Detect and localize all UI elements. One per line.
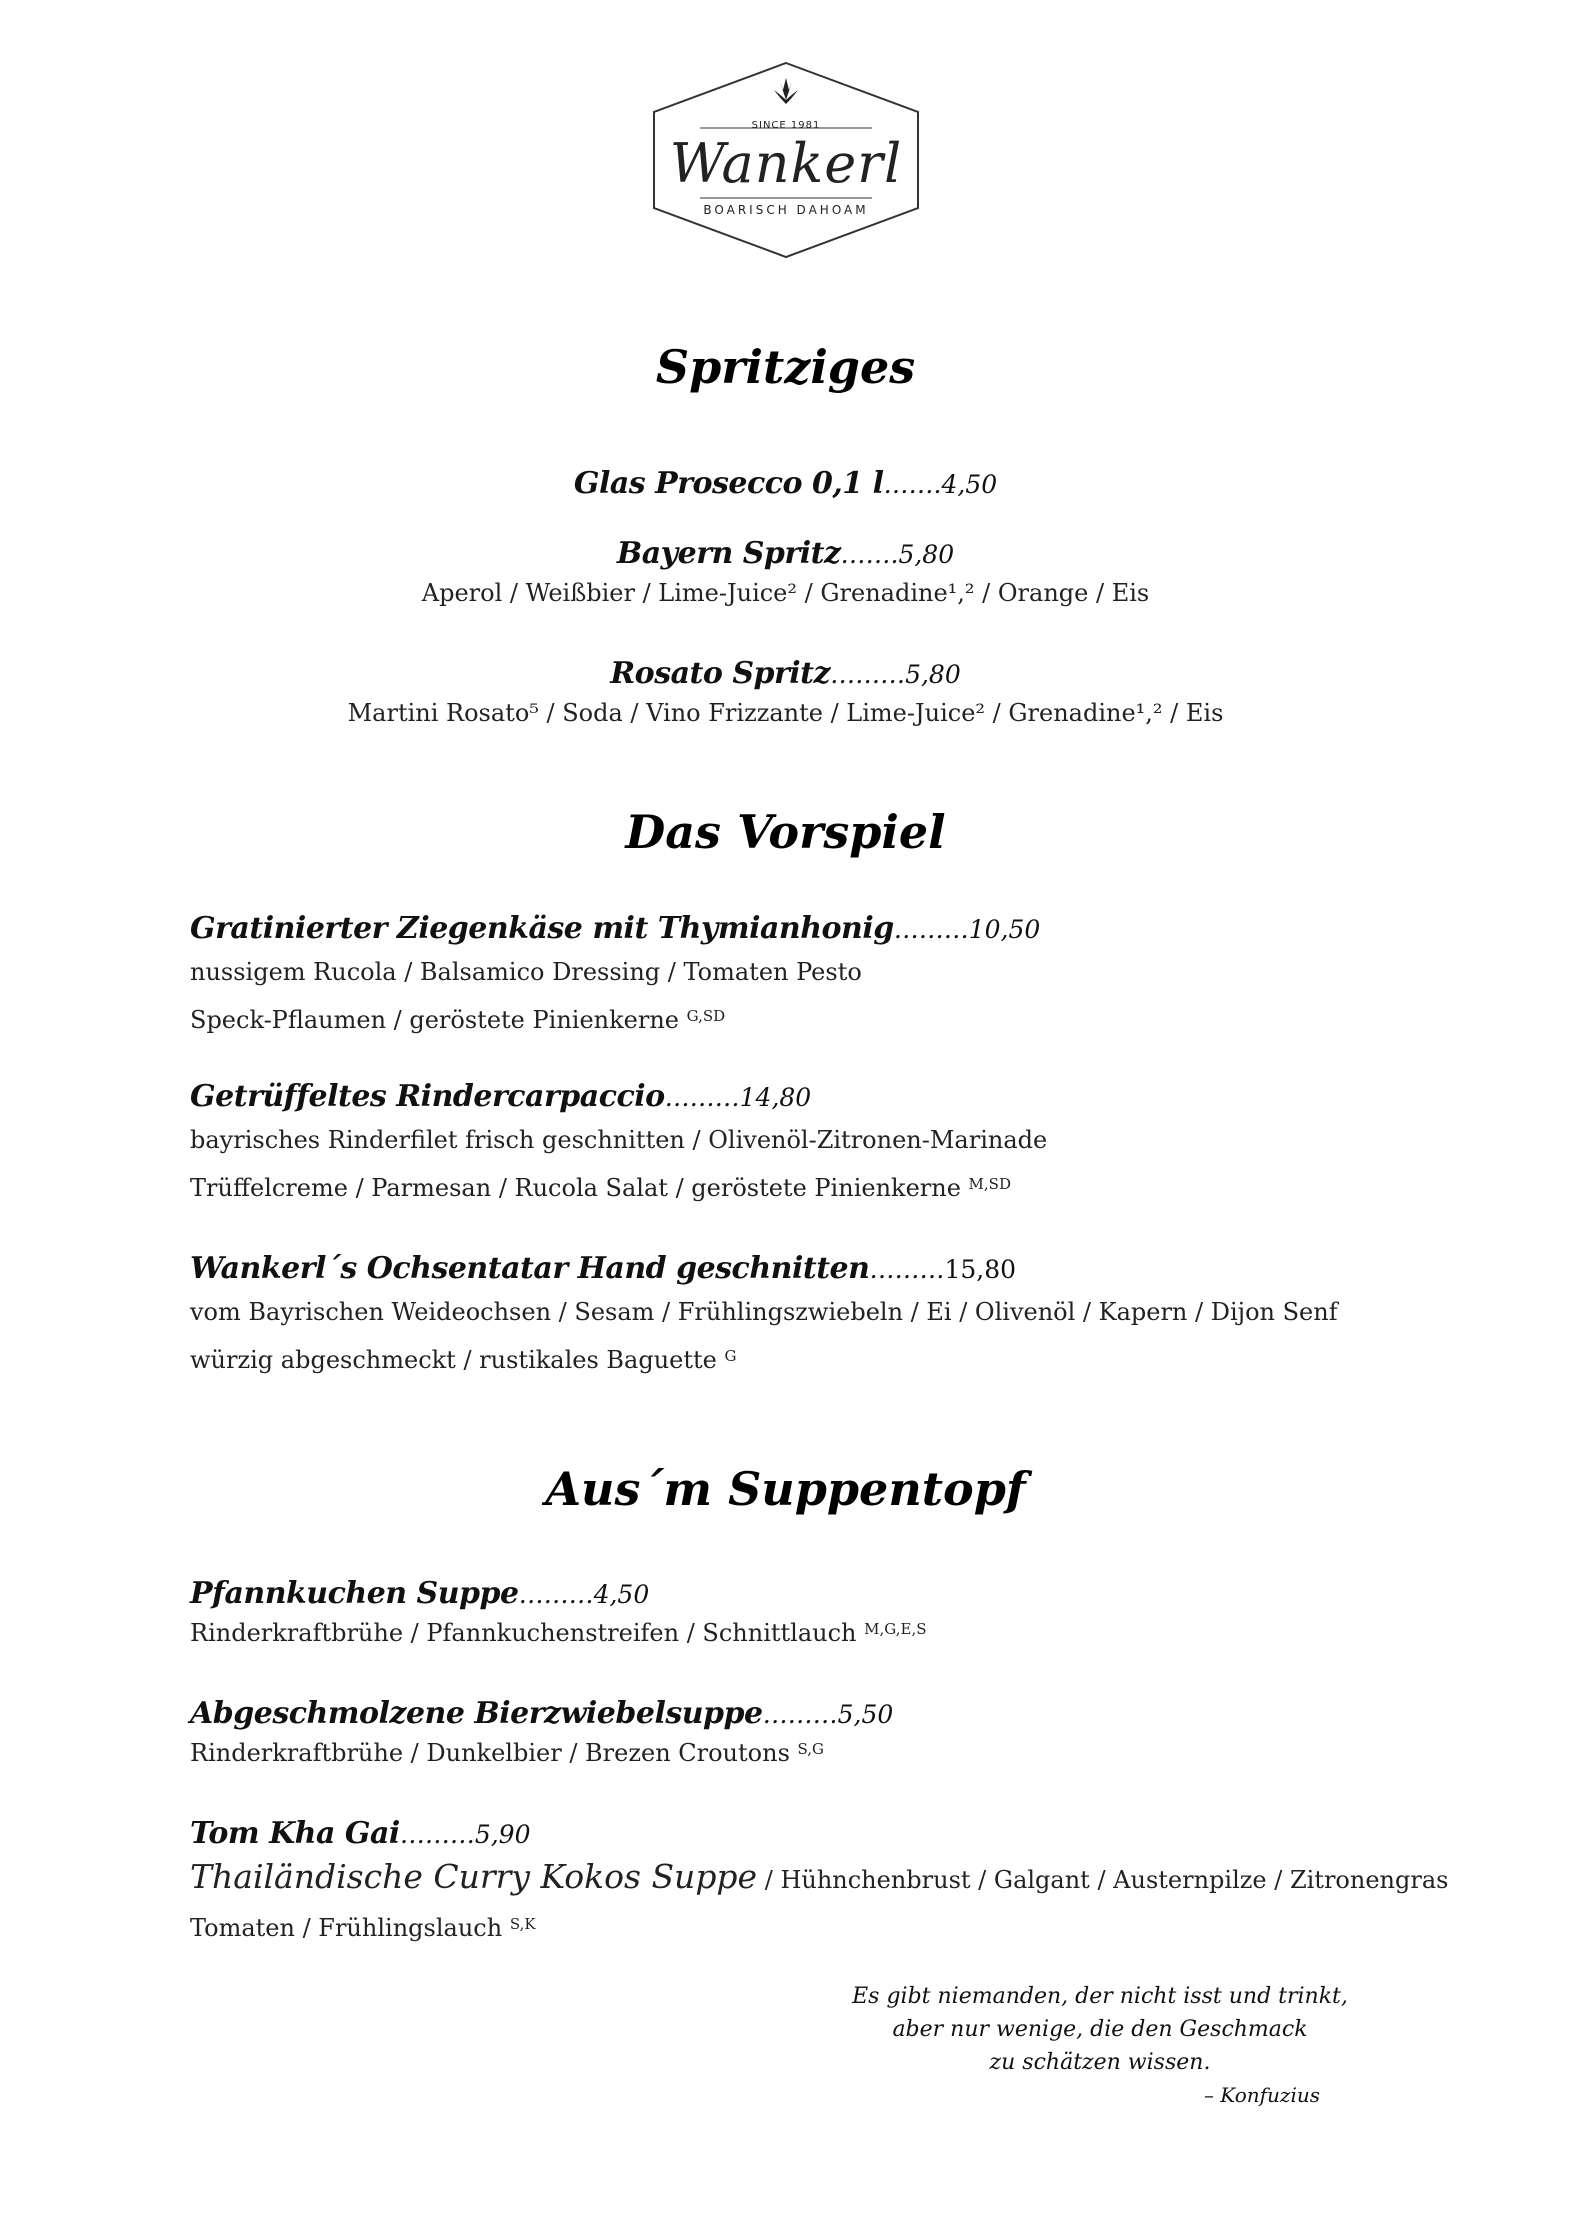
item-description: Thailändische Curry Kokos Suppe / Hühnchenbrust / Galgant / Austernpilze / Zitronengras — [190, 1857, 1449, 1896]
logo-name: Wankerl — [669, 132, 903, 195]
item-description: würzig abgeschmeckt / rustikales Baguette $^G$ — [190, 1346, 737, 1374]
quote-line: zu schätzen wissen. — [989, 2050, 1211, 2075]
item-dots: ……… — [399, 1820, 475, 1849]
quote-author: – Konfuzius — [1203, 2083, 1320, 2107]
item-name: Tom Kha Gai — [190, 1816, 400, 1851]
item-description: vom Bayrischen Weideochsen / Sesam / Frühlingszwiebeln / Ei / Olivenöl / Kapern / Dijon Senf — [190, 1298, 1338, 1326]
item-name: Bayern Spritz — [616, 536, 841, 571]
item-description-highlight: Thailändische Curry Kokos Suppe — [190, 1857, 758, 1896]
item-dots: ……. — [840, 540, 899, 569]
allergen-codes: M,G,E,S — [864, 1620, 927, 1638]
item-dots: ……… — [664, 1083, 740, 1112]
item-price: 5,80 — [905, 660, 961, 689]
item-description: Speck-Pflaumen / geröstete Pinienkerne $^{G,SD}$ — [190, 1006, 726, 1034]
item-price: 4,50 — [593, 1580, 650, 1609]
item-description: nussigem Rucola / Balsamico Dressing / Tomaten Pesto — [190, 958, 862, 986]
allergen-codes: S,G — [797, 1740, 825, 1758]
allergen-codes: M,SD — [968, 1175, 1011, 1193]
quote — [820, 1980, 1380, 2112]
item-dots: ……… — [762, 1700, 838, 1729]
item-description: bayrisches Rinderfilet frisch geschnitten / Olivenöl-Zitronen-Marinade — [190, 1126, 1048, 1154]
menu-item — [190, 910, 1440, 1044]
item-name: Pfannkuchen Suppe — [190, 1576, 519, 1611]
item-name: Glas Prosecco 0,1 l — [573, 466, 884, 501]
section-title-spritziges: Spritziges — [655, 340, 916, 394]
menu-item — [0, 465, 1571, 503]
item-dots: ……… — [518, 1580, 594, 1609]
bird-icon — [774, 78, 798, 104]
item-description: Trüffelcreme / Parmesan / Rucola Salat / geröstete Pinienkerne $^{M,SD}$ — [190, 1174, 1011, 1202]
item-price: 5,90 — [474, 1820, 531, 1849]
logo — [650, 60, 922, 260]
item-price: 15,80 — [944, 1255, 1017, 1284]
item-dots: ……… — [893, 915, 969, 944]
item-price: 14,80 — [739, 1083, 812, 1112]
item-description: Tomaten / Frühlingslauch $^{S,K}$ — [190, 1914, 536, 1942]
menu-item — [190, 1250, 1440, 1384]
item-name: Abgeschmolzene Bierzwiebelsuppe — [190, 1696, 763, 1731]
menu-item — [0, 655, 1571, 733]
menu-item — [190, 1815, 1449, 1952]
item-name: Wankerl´s Ochsentatar Hand geschnitten — [190, 1251, 870, 1286]
quote-line: Es gibt niemanden, der nicht isst und trinkt, — [852, 1984, 1348, 2009]
allergen-codes: S,K — [509, 1915, 536, 1933]
quote-line: aber nur wenige, die den Geschmack — [892, 2017, 1308, 2042]
item-price: 5,50 — [837, 1700, 894, 1729]
menu-item — [190, 1575, 1440, 1653]
item-price: 4,50 — [941, 470, 998, 499]
menu-item — [0, 535, 1571, 613]
allergen-codes: G — [724, 1347, 737, 1365]
item-name: Getrüffeltes Rindercarpaccio — [190, 1079, 665, 1114]
item-price: 5,80 — [898, 540, 955, 569]
allergen-codes: G,SD — [686, 1007, 726, 1025]
item-description: Rinderkraftbrühe / Pfannkuchenstreifen / Schnittlauch $^{M,G,E,S}$ — [190, 1619, 927, 1647]
logo-tagline: BOARISCH DAHOAM — [703, 203, 869, 217]
item-dots: ……… — [830, 660, 906, 689]
item-description: Aperol / Weißbier / Lime-Juice² / Grenadine¹,² / Orange / Eis — [421, 579, 1150, 607]
menu-item — [190, 1078, 1440, 1212]
item-dots: ……… — [869, 1255, 945, 1284]
item-name: Rosato Spritz — [610, 656, 831, 691]
menu-item — [190, 1695, 1440, 1773]
item-description: Rinderkraftbrühe / Dunkelbier / Brezen Croutons $^{S,G}$ — [190, 1739, 825, 1767]
section-title-suppentopf: Aus´m Suppentopf — [545, 1462, 1026, 1516]
item-name: Gratinierter Ziegenkäse mit Thymianhonig — [190, 911, 894, 946]
item-description: Martini Rosato⁵ / Soda / Vino Frizzante / Lime-Juice² / Grenadine¹,² / Eis — [347, 699, 1224, 727]
section-title-vorspiel: Das Vorspiel — [625, 805, 946, 859]
item-dots: ……. — [883, 470, 942, 499]
item-price: 10,50 — [968, 915, 1041, 944]
logo-since: SINCE 1981 — [751, 120, 821, 131]
